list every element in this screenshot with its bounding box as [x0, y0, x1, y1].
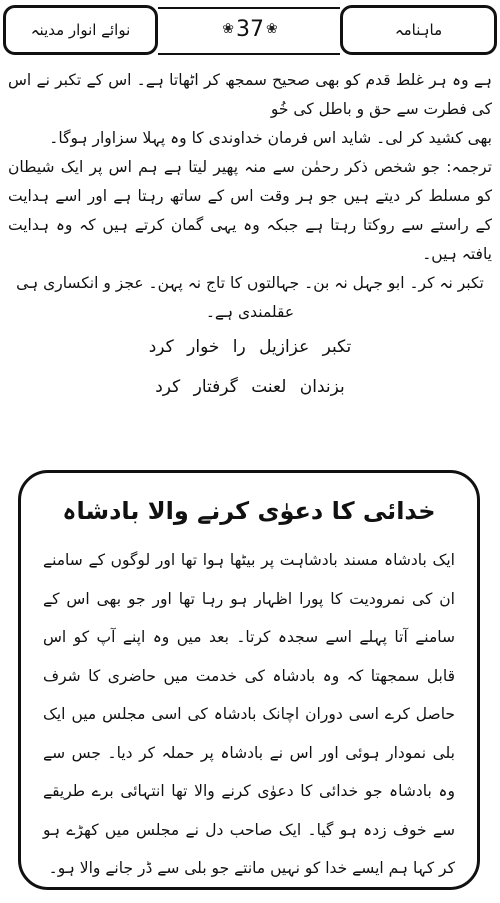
header-rule-top [158, 7, 340, 9]
advice-line: تکبر نہ کر۔ ابو جہل نہ بن۔ جہالتوں کا تاج نہ پہن۔ عجز و انکساری ہی عقلمندی ہے۔ [16, 274, 484, 321]
story-box [18, 470, 480, 890]
ornament-icon: ❀ [266, 21, 278, 37]
translation-paragraph: ترجمہ: جو شخص ذکر رحمٰن سے منہ پھیر لیتا ہے ہم اس پر ایک شیطان کو مسلط کر دیتے ہیں جو ہر وقت اس کے ساتھ رہتا ہے اور اسے ہدایت کے راستے سے روکتا رہتا ہے جبکہ وہ یہی گمان کرتے ہیں کہ وہ ہدایت یافتہ ہیں۔ [8, 158, 492, 263]
intro-line-2: بھی کشید کر لی۔ شاید اس فرمان خداوندی کا وہ پہلا سزاوار ہوگا۔ [49, 129, 492, 147]
header-rule-bottom [158, 53, 340, 55]
ornament-icon: ❀ [222, 21, 234, 37]
verse-line-2: بزندان لعنت گرفتار کرد [155, 377, 345, 397]
page-number-value: 37 [236, 16, 264, 42]
story-title: خدائی کا دعوٰی کرنے والا بادشاہ [62, 497, 436, 525]
story-text: ایک بادشاہ مسند بادشاہت پر بیٹھا ہوا تھا اور لوگوں کے سامنے ان کی نمرودیت کا پورا اظہار ہو رہا تھا اور جو بھی اس کے سامنے آتا پہلے اسے سجدہ کرتا۔ بعد میں وہ اپنے آپ کو اس قابل سمجھتا کہ وہ بادشاہ کی خدمت میں حاضری کا شرف حاصل کرے اسی دوران اچانک بادشاہ کی اسی مجلس میں ایک بلی نمودار ہوئی اور اس نے بادشاہ پر حملہ کر دیا۔ جس سے وہ بادشاہ جو خدائی کا دعوٰی کرنے والا تھا انتہائی برے طریقے سے خوف زدہ ہو گیا۔ ایک صاحب دل نے مجلس میں کھڑے ہو کر کہا ہم ایسے خدا کو نہیں مانتے جو بلی سے ڈر جانے والا ہو۔ [43, 551, 455, 877]
journal-label: نوائے انوار مدینہ [3, 5, 158, 55]
page-number [200, 14, 300, 44]
verse-line-1: تکبر عزازیل را خوار کرد [148, 337, 352, 357]
magazine-label: ماہنامہ [340, 5, 497, 55]
intro-line-1: ہے وہ ہر غلط قدم کو بھی صحیح سمجھ کر اٹھاتا ہے۔ اس کے تکبر نے اس کی فطرت سے حق و باطل کی خُو [8, 71, 492, 118]
page-header [0, 0, 500, 62]
intro-section [8, 66, 492, 407]
